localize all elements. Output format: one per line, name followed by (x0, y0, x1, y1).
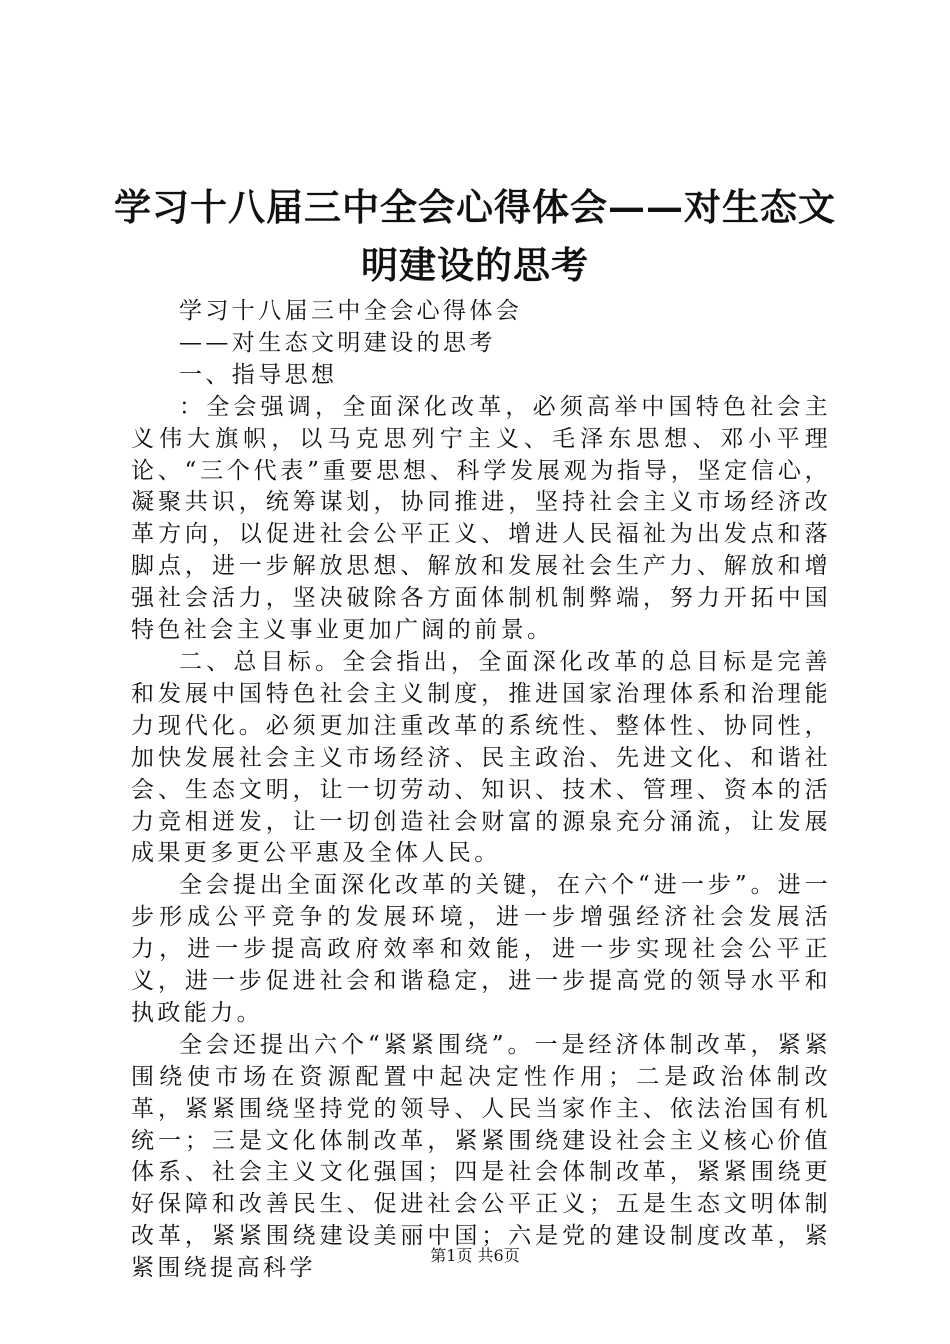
subtitle-line-1: 学习十八届三中全会心得体会 (179, 298, 523, 324)
paragraph-guiding-thought: ：全会强调，全面深化改革，必须高举中国特色社会主义伟大旗帜，以马克思列宁主义、毛泽东思想、邓小平理论、“三个代表”重要思想、科学发展观为指导，坚定信心，凝聚共识，统筹谋划，协同推进，坚持社会主义市场经济改革方向，以促进社会公平正义、增进人民福祉为出发点和落脚点，进一步解放思想、解放和发展社会生产力、解放和增强社会活力，坚决破除各方面体制机制弊端，努力开拓中国特色社会主义事业更加广阔的前景。 (131, 393, 831, 644)
page-number-footer: 第1页 共6页 (430, 1246, 520, 1265)
subtitle-line-2: ——对生态文明建设的思考 (179, 329, 496, 356)
paragraph-overall-goal: 二、总目标。全会指出，全面深化改革的总目标是完善和发展中国特色社会主义制度，推进国家治理体系和治理能力现代化。必须更加注重改革的系统性、整体性、协同性，加快发展社会主义市场经济、民主政治、先进文化、和谐社会、生态文明，让一切劳动、知识、技术、管理、资本的活力竞相迸发，让一切创造社会财富的源泉充分涌流，让发展成果更多更公平惠及全体人民。 (131, 648, 831, 867)
section-heading-guiding-thought: 一、指导思想 (179, 361, 338, 388)
document-title: 学习十八届三中全会心得体会——对生态文明建设的思考 (114, 185, 836, 287)
document-body (131, 296, 831, 1285)
paragraph-six-further-steps: 全会提出全面深化改革的关键，在六个“进一步”。进一步形成公平竞争的发展环境，进一步增强经济社会发展活力，进一步提高政府效率和效能，进一步实现社会公平正义，进一步促进社会和谐稳定，进一步提高党的领导水平和执政能力。 (131, 872, 831, 1026)
paragraph-six-closely-around: 全会还提出六个“紧紧围绕”。一是经济体制改革，紧紧围绕使市场在资源配置中起决定性作用；二是政治体制改革，紧紧围绕坚持党的领导、人民当家作主、依法治国有机统一；三是文化体制改革，紧紧围绕建设社会主义核心价值体系、社会主义文化强国；四是社会体制改革，紧紧围绕更好保障和改善民生、促进社会公平正义；五是生态文明体制改革，紧紧围绕建设美丽中国；六是党的建设制度改革，紧紧围绕提高科学 (131, 1031, 831, 1282)
